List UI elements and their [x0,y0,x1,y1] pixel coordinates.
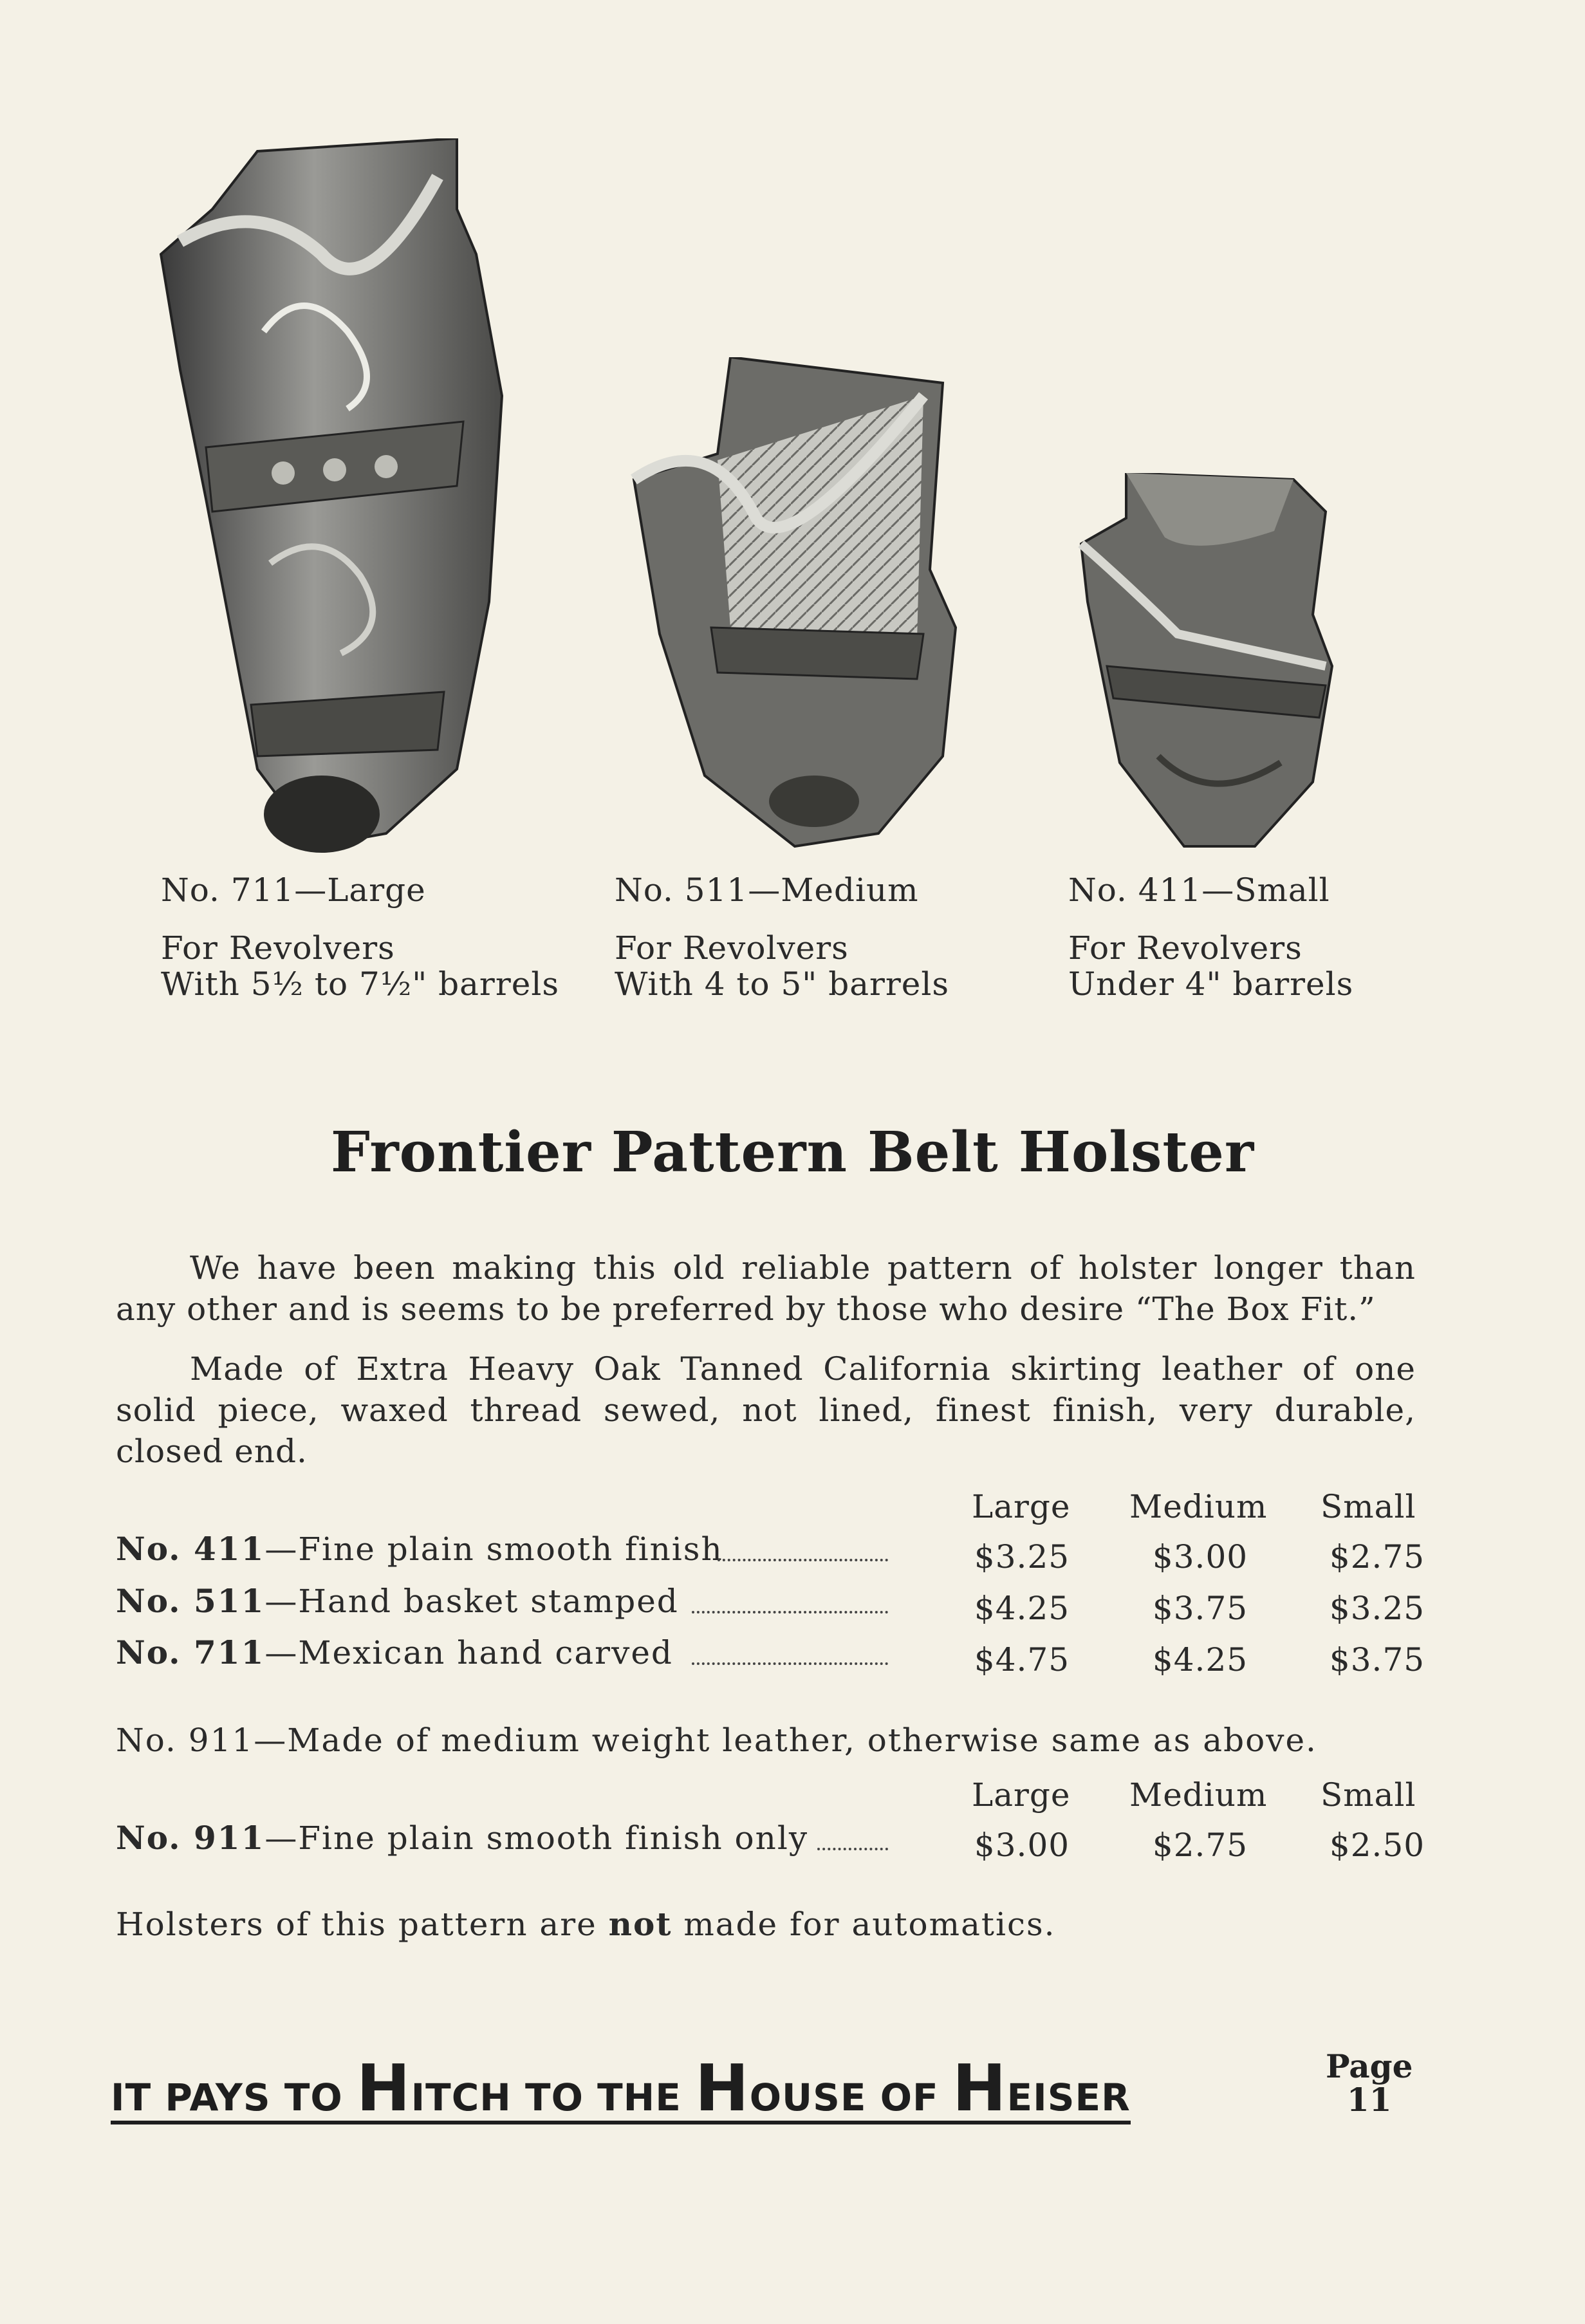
automatics-note-after: made for automatics. [672,1906,1056,1943]
price-511-medium: $3.75 [1152,1590,1248,1627]
price-411-medium: $3.00 [1152,1538,1248,1576]
intro-paragraph [116,1247,1416,1330]
col-header-small: Small [1321,1776,1416,1814]
row-411-desc: —Fine plain smooth finish [264,1530,723,1568]
table-row-411-label [116,1530,723,1568]
col-header-large: Large [972,1776,1071,1814]
slogan-initial: H [952,2050,1007,2126]
holster-511-caption [615,872,949,1002]
holster-511-number: No. 511—Medium [615,871,919,909]
row-911-number: No. 911 [116,1819,265,1857]
price-711-large: $4.75 [974,1641,1070,1678]
holster-411-number: No. 411—Small [1068,871,1330,909]
page-title: Frontier Pattern Belt Holster [330,1120,1255,1185]
holster-711-illustration [154,138,534,859]
col-header-small: Small [1321,1488,1416,1525]
dot-leader [817,1848,888,1850]
dot-leader [692,1611,888,1613]
no-911-note: No. 911—Made of medium weight leather, otherwise same as above. [116,1722,1317,1759]
table-row-911-label [116,1819,808,1857]
price-911-large: $3.00 [974,1827,1070,1864]
holster-411-caption [1068,872,1353,1002]
row-911-desc: —Fine plain smooth finish only [264,1819,809,1857]
price-411-large: $3.25 [974,1538,1070,1576]
table-row-711-label [116,1633,673,1671]
price-711-medium: $4.25 [1152,1641,1248,1678]
holster-511-use: For Revolvers [615,929,849,967]
col-header-medium: Medium [1129,1776,1268,1814]
price-711-small: $3.75 [1329,1641,1425,1678]
page-number: 11 [1346,2081,1392,2119]
row-711-desc: —Mexican hand carved [264,1634,673,1671]
automatics-note [116,1905,1056,1943]
slogan-part: OUSE OF [749,2076,952,2119]
automatics-note-bold: not [608,1905,672,1943]
holster-711-use: For Revolvers [161,929,395,967]
col-header-large: Large [972,1488,1071,1525]
material-text: Made of Extra Heavy Oak Tanned California skirting leather of one solid piece, waxed thread sewed, not lined, finest finish, very durable, closed end. [116,1350,1416,1470]
holster-711-caption [161,872,559,1002]
holster-511-illustration [621,357,981,853]
row-511-desc: —Hand basket stamped [264,1583,679,1620]
page-label: Page [1326,2047,1413,2085]
intro-text: We have been making this old reliable pattern of holster longer than any other and is seems to be preferred by those who desire “The Box Fit.” [116,1249,1416,1328]
price-411-small: $2.75 [1329,1538,1425,1576]
holster-711-number: No. 711—Large [161,871,426,909]
holster-711-barrels: With 5½ to 7½" barrels [161,965,559,1003]
dot-leader [718,1559,888,1561]
holster-411-use: For Revolvers [1068,929,1302,967]
material-paragraph [116,1348,1416,1472]
price-511-large: $4.25 [974,1590,1070,1627]
slogan-initial: H [356,2050,411,2126]
slogan-initial: H [695,2050,750,2126]
footer-slogan [111,2050,1131,2126]
holster-411-barrels: Under 4" barrels [1068,965,1354,1003]
col-header-medium: Medium [1129,1488,1268,1525]
price-511-small: $3.25 [1329,1590,1425,1627]
dot-leader [692,1662,888,1665]
price-911-small: $2.50 [1329,1827,1425,1864]
row-711-number: No. 711 [116,1633,265,1671]
table-row-511-label [116,1582,679,1620]
page-number-block [1326,2047,1413,2119]
holster-411-illustration [1068,473,1351,853]
row-411-number: No. 411 [116,1530,265,1568]
price-911-medium: $2.75 [1152,1827,1248,1864]
holster-511-barrels: With 4 to 5" barrels [615,965,950,1003]
row-511-number: No. 511 [116,1582,265,1620]
slogan-part: EISER [1006,2076,1131,2119]
automatics-note-before: Holsters of this pattern are [116,1906,609,1943]
slogan-part: ITCH TO THE [411,2076,696,2119]
slogan-part: IT PAYS TO [111,2076,357,2119]
